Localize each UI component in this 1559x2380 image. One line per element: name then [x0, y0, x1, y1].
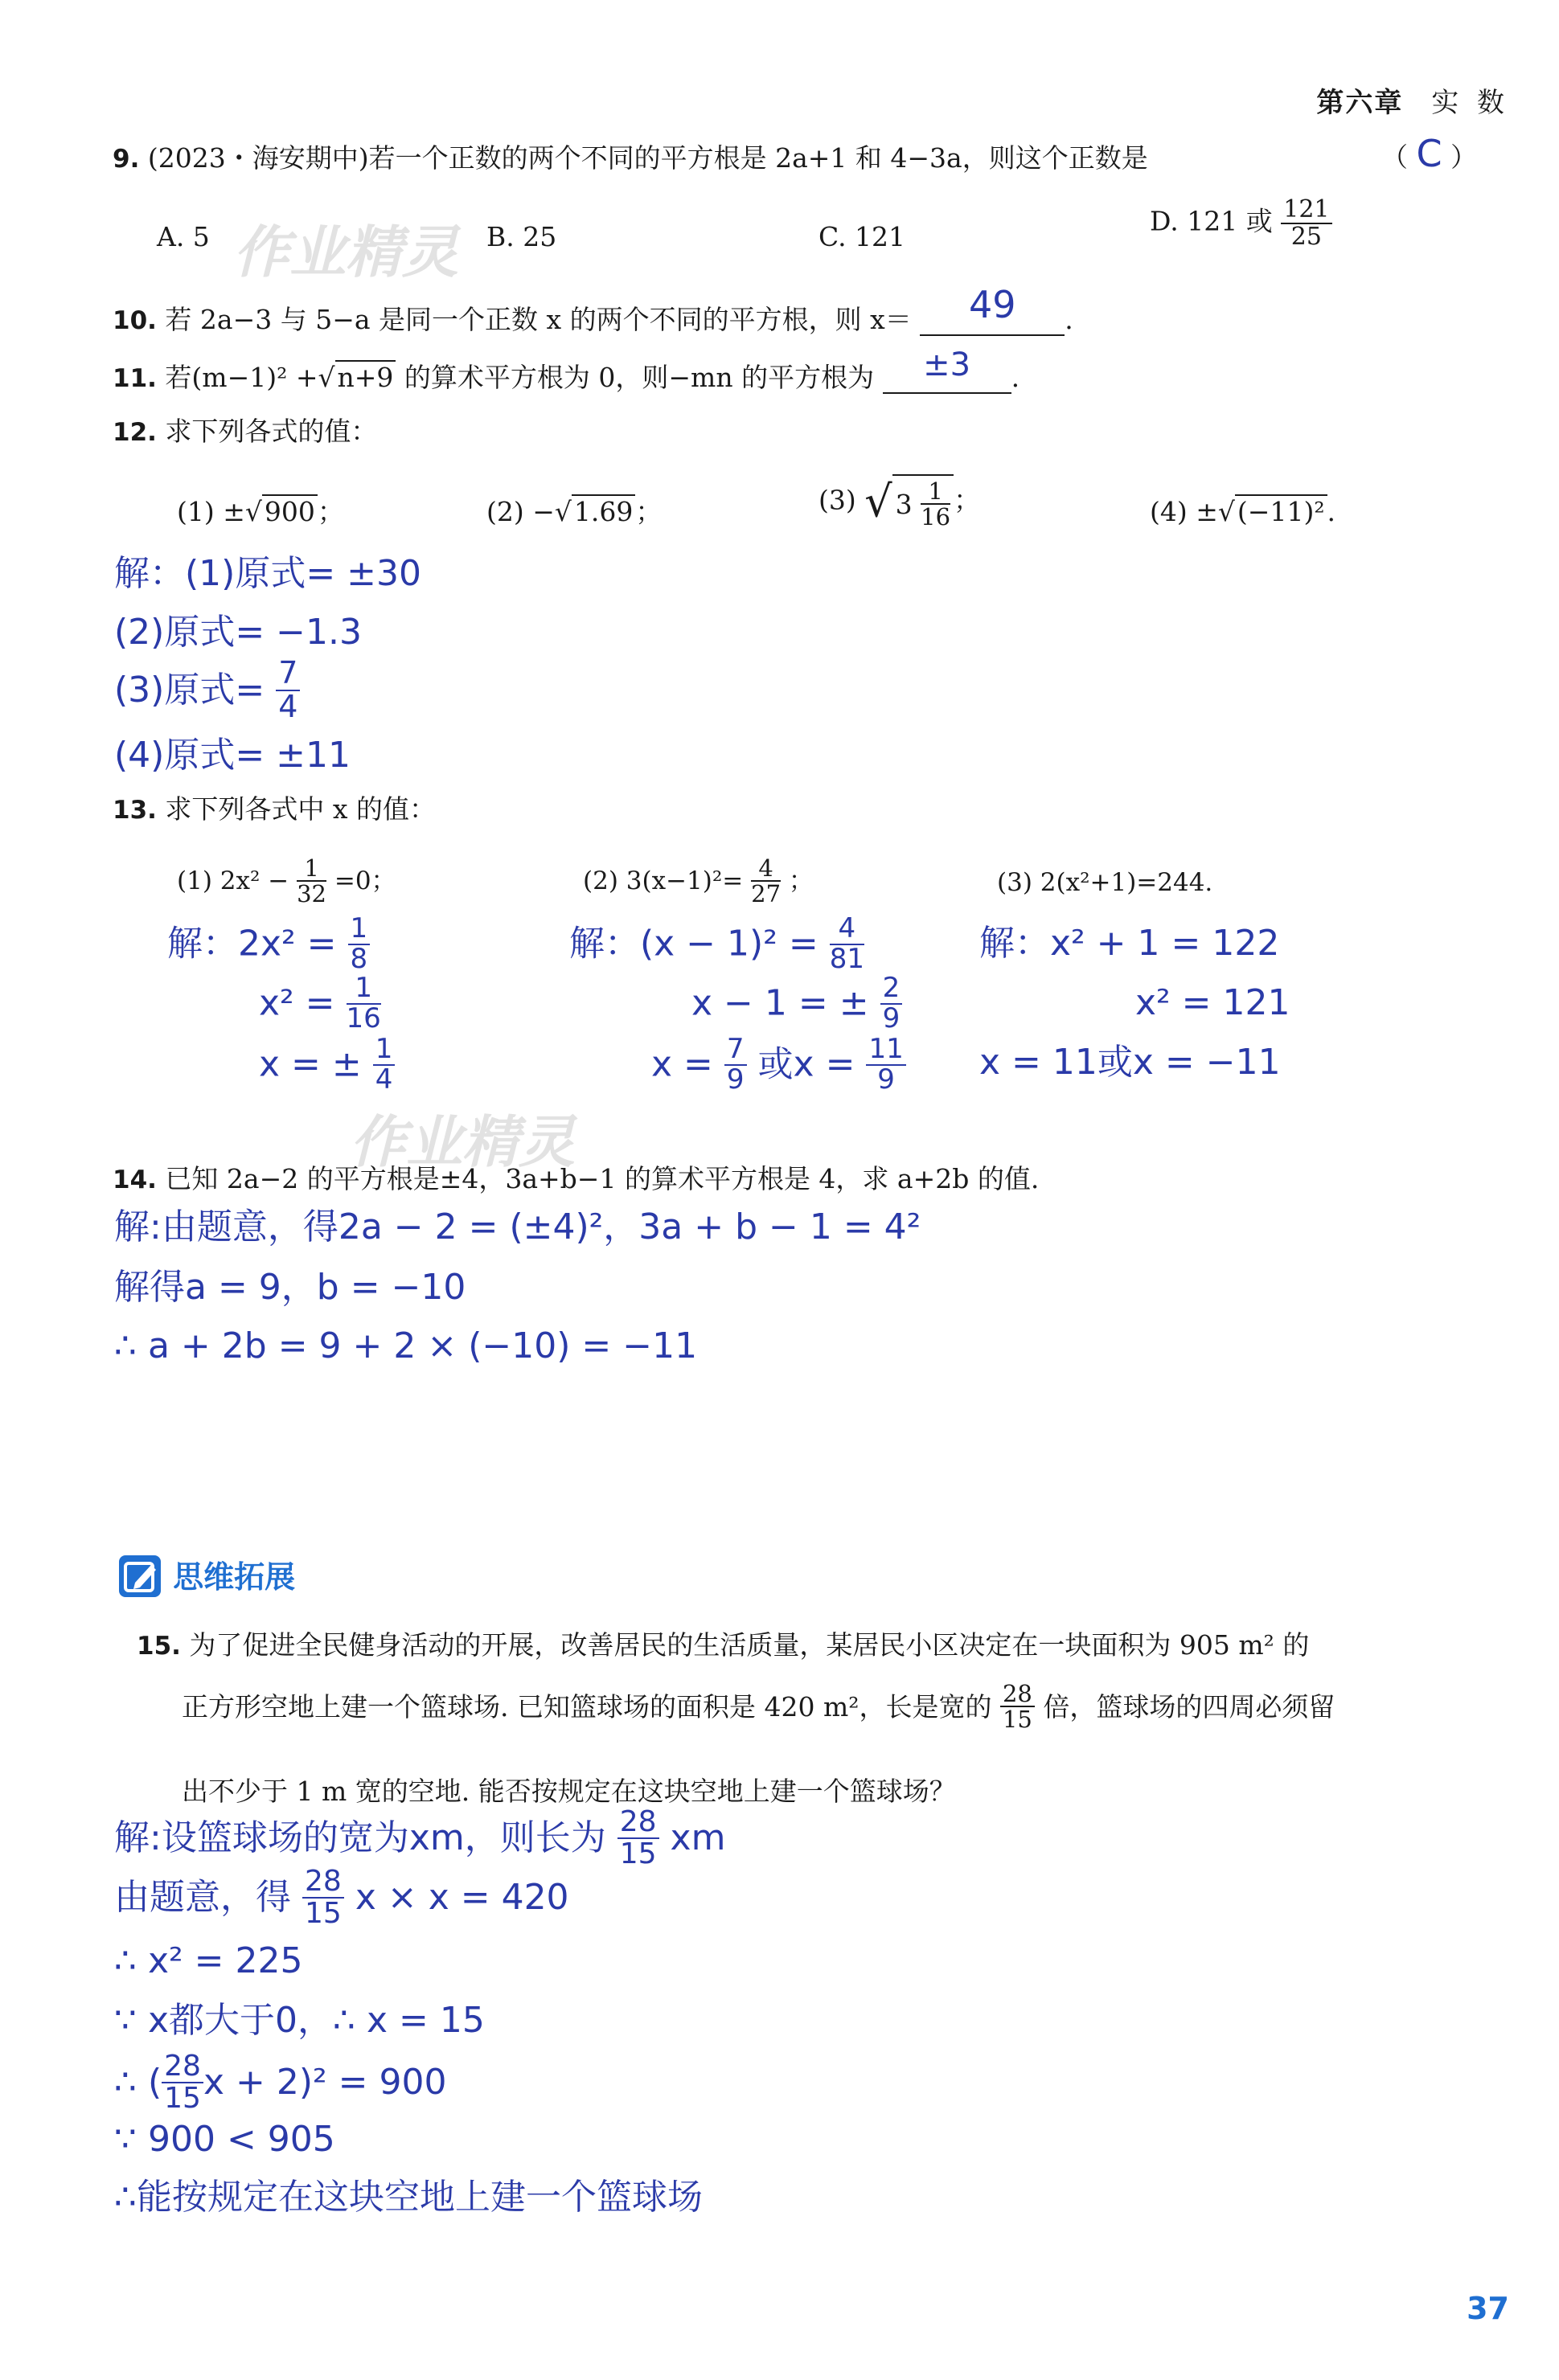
- question-10-answer: 49: [968, 283, 1016, 326]
- q12-item-4: (4) ±√(−11)².: [1150, 496, 1336, 527]
- question-13: 13. 求下列各式中 x 的值：: [113, 793, 437, 825]
- q13-s1-line-2: x² = $\frac{1}{16}$: [259, 972, 381, 1034]
- q13-part-1: (1) 2x² − $\frac{1}{32}$ =0；: [177, 854, 396, 908]
- question-9-answer-bracket: （ C ）: [1381, 132, 1478, 175]
- question-12: 12. 求下列各式的值：: [113, 416, 378, 447]
- q14-solution-line-3: ∴ a + 2b = 9 + 2 × (−10) = −11: [114, 1325, 698, 1366]
- option-c: C. 121: [818, 221, 906, 252]
- option-a: A. 5: [157, 221, 210, 252]
- option-d: D. 121 或 $\frac{121}{25}$: [1150, 197, 1332, 249]
- question-9-answer: C: [1416, 132, 1442, 175]
- section-header: [119, 1555, 295, 1606]
- question-9-text: (2023・海安期中)若一个正数的两个不同的平方根是 2a+1 和 4−3a，则这个正数是: [147, 142, 1148, 174]
- q13-s2-line-3: x = $\frac{7}{9}$ 或x = $\frac{11}{9}$: [651, 1035, 906, 1094]
- chapter-header: [1316, 80, 1509, 120]
- q12-solution-line-4: (4)原式= ±11: [114, 735, 351, 776]
- q13-s2-line-1: 解：(x − 1)² = $\frac{4}{81}$: [569, 912, 864, 975]
- q15-solution-line-7: ∴能按规定在这块空地上建一个篮球场: [114, 2177, 703, 2218]
- section-title: 思维拓展: [173, 1559, 296, 1595]
- q15-solution-line-1: 解:设篮球场的宽为xm，则长为 $\frac{28}{15}$ xm: [114, 1805, 726, 1870]
- chapter-label: 第六章: [1316, 87, 1404, 119]
- option-d-fraction: $\frac{121}{25}$: [1281, 197, 1331, 249]
- q12-solution-line-3: (3)原式= $\frac{7}{4}$: [114, 657, 300, 723]
- question-9: 9. (2023・海安期中)若一个正数的两个不同的平方根是 2a+1 和 4−3a，则这个正数是: [113, 142, 1148, 174]
- page-number: 37: [1467, 2291, 1509, 2326]
- q13-s3-line-2: x² = 121: [1135, 982, 1290, 1023]
- q13-s2-line-2: x − 1 = ± $\frac{2}{9}$: [691, 974, 902, 1033]
- q13-s3-line-3: x = 11或x = −11: [979, 1042, 1281, 1083]
- question-14: 14. 已知 2a−2 的平方根是±4，3a+b−1 的算术平方根是 4，求 a+2b 的值.: [113, 1163, 1040, 1194]
- question-15-line-2: 正方形空地上建一个篮球场. 已知篮球场的面积是 420 m²，长是宽的 $\frac{28}{15}$ 倍，篮球场的四周必须留: [182, 1680, 1335, 1734]
- q13-part-2: (2) 3(x−1)²= $\frac{4}{27}$ ；: [583, 854, 814, 908]
- q15-solution-line-2: 由题意，得 $\frac{28}{15}$ x × x = 420: [114, 1865, 569, 1930]
- q15-solution-line-3: ∴ x² = 225: [114, 1940, 303, 1981]
- watermark-2: 作业精灵: [350, 1109, 575, 1175]
- option-b: B. 25: [486, 221, 557, 252]
- q12-item-2: (2) −√1.69；: [486, 496, 663, 527]
- pencil-note-icon: [119, 1555, 161, 1597]
- question-11-answer: ±3: [923, 346, 971, 383]
- question-15-line-3: 出不少于 1 m 宽的空地. 能否按规定在这块空地上建一个篮球场？: [182, 1776, 956, 1807]
- q12-solution-line-2: (2)原式= −1.3: [114, 612, 363, 653]
- q12-item-3: (3) √ 3 $\frac{1}{16}$ ；: [818, 474, 980, 530]
- q13-part-3: (3) 2(x²+1)=244.: [997, 868, 1213, 897]
- q13-s1-line-3: x = ± $\frac{1}{4}$: [259, 1035, 395, 1094]
- q15-solution-line-5: ∴ ( $\frac{28}{15}$ x + 2)² = 900: [114, 2050, 447, 2115]
- question-11: 11. 若(m−1)² +√n+9 的算术平方根为 0，则−mn 的平方根为 ±3 .: [113, 346, 1020, 393]
- question-10: 10. 若 2a−3 与 5−a 是同一个正数 x 的两个不同的平方根，则 x＝ 49 .: [113, 283, 1073, 335]
- question-15-line-1: 15. 为了促进全民健身活动的开展，改善居民的生活质量，某居民小区决定在一块面积为 905 m² 的: [137, 1629, 1310, 1661]
- q14-solution-line-1: 解:由题意，得2a − 2 = (±4)²，3a + b − 1 = 4²: [114, 1206, 921, 1247]
- chapter-title: 实 数: [1431, 87, 1509, 119]
- q13-s1-line-1: 解：2x² = $\frac{1}{8}$: [167, 915, 370, 973]
- q15-solution-line-6: ∵ 900 < 905: [114, 2119, 335, 2160]
- q15-solution-line-4: ∵ x都大于0，∴ x = 15: [114, 2000, 485, 2041]
- q12-solution-line-1: 解：(1)原式= ±30: [114, 553, 422, 594]
- q13-s3-line-1: 解：x² + 1 = 122: [979, 923, 1280, 964]
- q12-item-1: (1) ±√900；: [177, 496, 344, 527]
- watermark: 作业精灵: [233, 219, 458, 285]
- q14-solution-line-2: 解得a = 9，b = −10: [114, 1267, 466, 1308]
